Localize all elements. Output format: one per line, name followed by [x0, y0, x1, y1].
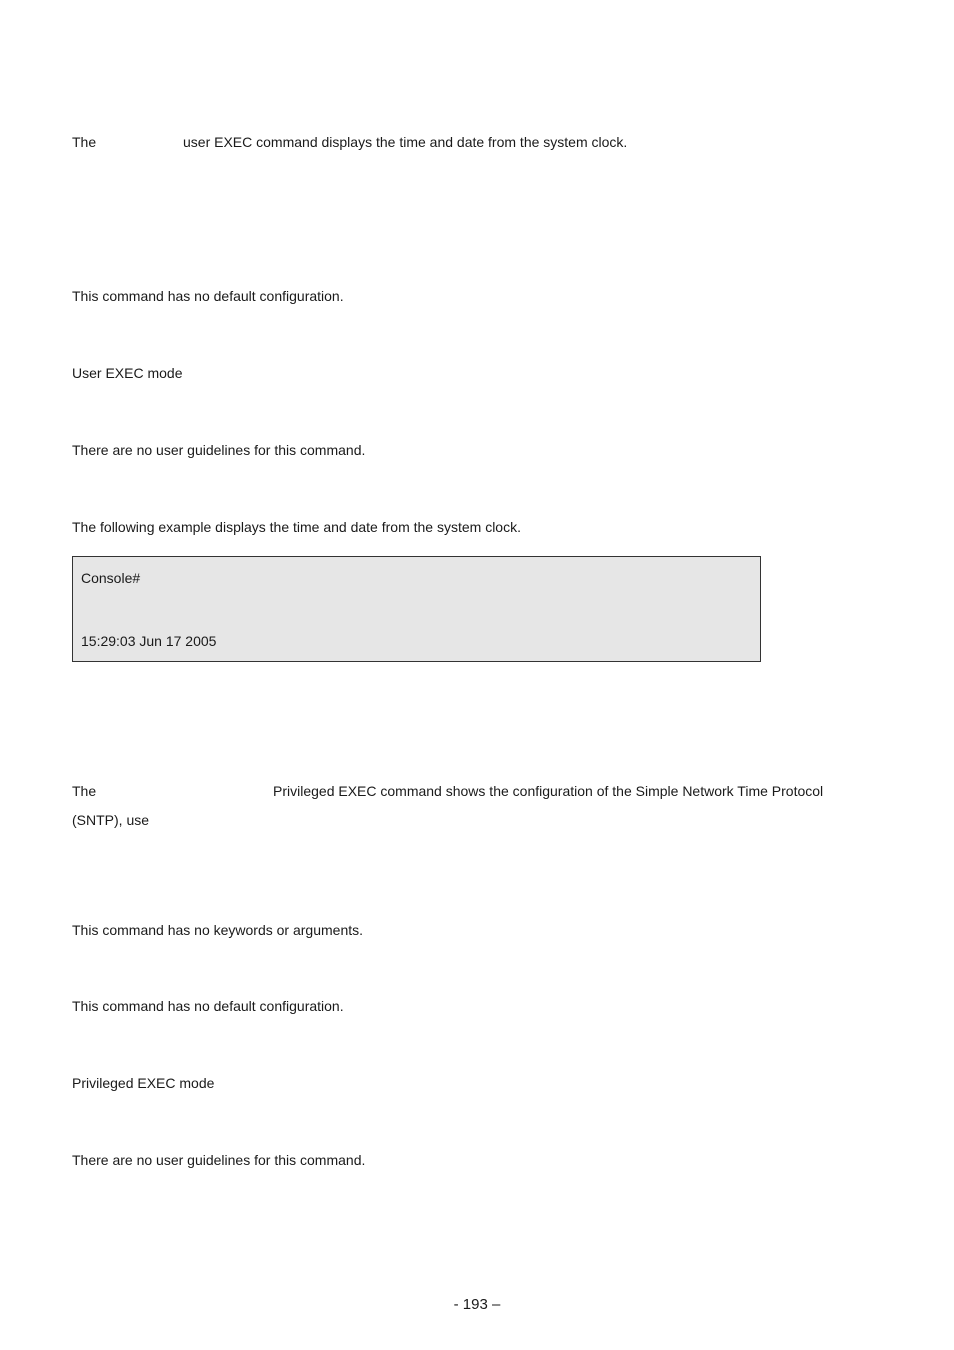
- section1-description-text: user EXEC command displays the time and date from the system clock.: [183, 134, 628, 150]
- section1-user-guidelines: There are no user guidelines for this command.: [72, 442, 366, 458]
- section2-command-mode: Privileged EXEC mode: [72, 1075, 215, 1091]
- example-prompt: Console#: [81, 570, 141, 586]
- example-code-box: [72, 556, 761, 662]
- section1-description-prefix: The: [72, 134, 97, 150]
- section2-default-configuration: This command has no default configuration.: [72, 998, 344, 1014]
- section2-user-guidelines: There are no user guidelines for this command.: [72, 1152, 366, 1168]
- section2-description-text: Privileged EXEC command shows the configuration of the Simple Network Time Protocol: [273, 783, 824, 799]
- example-output: 15:29:03 Jun 17 2005: [81, 633, 217, 649]
- section1-example-intro: The following example displays the time and date from the system clock.: [72, 519, 521, 535]
- section2-description-prefix: The: [72, 783, 97, 799]
- section1-command-mode: User EXEC mode: [72, 365, 183, 381]
- section1-default-configuration: This command has no default configuration.: [72, 288, 344, 304]
- page-number: - 193 –: [453, 1296, 501, 1313]
- section2-description-line2: (SNTP), use: [72, 812, 150, 828]
- section2-syntax-note: This command has no keywords or arguments.: [72, 922, 364, 938]
